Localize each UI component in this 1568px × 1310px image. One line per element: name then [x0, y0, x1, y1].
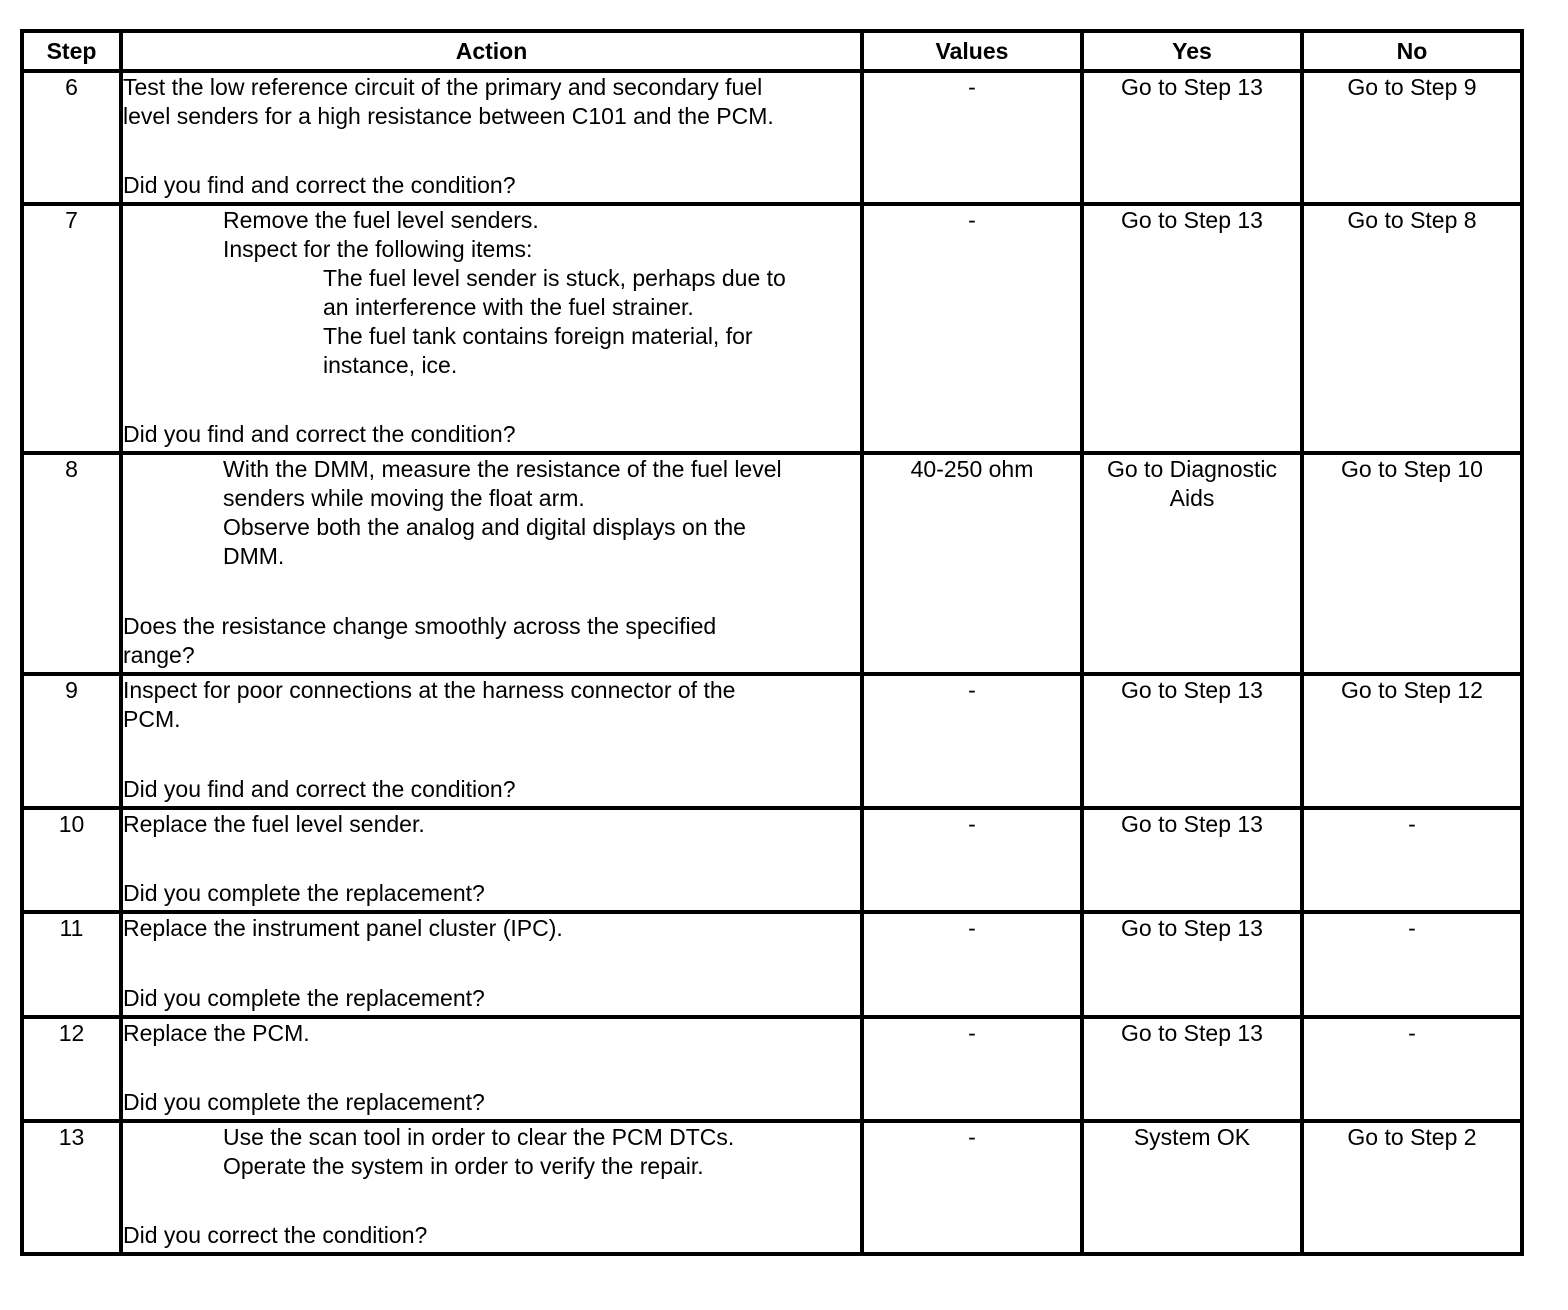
action-instructions [123, 914, 860, 943]
diagnostic-table-wrapper [20, 29, 1524, 1256]
question-line: Did you correct the condition? [123, 1222, 428, 1248]
step-number: 6 [22, 71, 121, 204]
action-line: The fuel tank contains foreign material, for [323, 323, 753, 349]
yes-result-text: Go to Diagnostic [1106, 456, 1278, 482]
yes-cell [1082, 453, 1302, 674]
action-cell [121, 808, 862, 912]
action-instructions [123, 206, 860, 380]
no-result-text: - [1408, 811, 1416, 837]
header-row [22, 31, 1522, 71]
yes-cell [1082, 1121, 1302, 1254]
yes-result-text: Go to Step 13 [1121, 207, 1263, 233]
yes-result-text: Go to Step 13 [1121, 677, 1263, 703]
action-line: an interference with the fuel strainer. [323, 294, 694, 320]
action-question [123, 171, 860, 200]
action-line: Inspect for the following items: [223, 236, 533, 262]
action-line: Operate the system in order to verify the repair. [223, 1153, 704, 1179]
action-line: Replace the instrument panel cluster (IPC). [123, 915, 563, 941]
question-line: Did you find and correct the condition? [123, 421, 516, 447]
header-action: Action [121, 31, 862, 71]
step-number: 12 [22, 1017, 121, 1121]
table-row [22, 453, 1522, 674]
table-body [22, 71, 1522, 1254]
action-question [123, 1088, 860, 1117]
values-cell: - [862, 1017, 1082, 1121]
question-line: range? [123, 642, 195, 668]
action-cell [121, 204, 862, 453]
yes-result-text: Go to Step 13 [1121, 915, 1263, 941]
values-cell: - [862, 1121, 1082, 1254]
action-instructions [123, 676, 860, 734]
yes-result-text: Go to Step 13 [1121, 811, 1263, 837]
step-number: 9 [22, 674, 121, 808]
no-cell [1302, 1121, 1522, 1254]
action-line: Remove the fuel level senders. [223, 207, 539, 233]
action-question [123, 612, 860, 670]
table-row [22, 808, 1522, 912]
no-result-text: - [1408, 1020, 1416, 1046]
action-line: Replace the PCM. [123, 1020, 310, 1046]
action-question [123, 1221, 860, 1250]
action-question [123, 984, 860, 1013]
values-cell: - [862, 71, 1082, 204]
table-row [22, 204, 1522, 453]
action-line: DMM. [223, 543, 285, 569]
values-cell: - [862, 808, 1082, 912]
yes-result-text: Go to Step 13 [1121, 74, 1263, 100]
table-row [22, 674, 1522, 808]
action-question [123, 879, 860, 908]
no-result-text: - [1408, 915, 1416, 941]
action-line: The fuel level sender is stuck, perhaps due to [323, 265, 786, 291]
yes-result-text: Aids [1169, 485, 1215, 511]
yes-cell [1082, 912, 1302, 1017]
question-line: Does the resistance change smoothly across the specified [123, 613, 717, 639]
yes-cell [1082, 808, 1302, 912]
no-result-text: Go to Step 9 [1347, 74, 1477, 100]
diagnostic-table [20, 29, 1524, 1256]
no-cell [1302, 453, 1522, 674]
yes-result-text: Go to Step 13 [1121, 1020, 1263, 1046]
yes-cell [1082, 204, 1302, 453]
action-cell [121, 1017, 862, 1121]
action-question [123, 420, 860, 449]
step-number: 8 [22, 453, 121, 674]
action-line: With the DMM, measure the resistance of the fuel level [223, 456, 782, 482]
question-line: Did you complete the replacement? [123, 985, 485, 1011]
action-cell [121, 674, 862, 808]
no-result-text: Go to Step 2 [1347, 1124, 1477, 1150]
action-line: Replace the fuel level sender. [123, 811, 425, 837]
no-cell [1302, 1017, 1522, 1121]
no-result-text: Go to Step 10 [1341, 456, 1483, 482]
action-line: senders while moving the float arm. [223, 485, 585, 511]
action-line: Use the scan tool in order to clear the PCM DTCs. [223, 1124, 735, 1150]
no-cell [1302, 912, 1522, 1017]
yes-cell [1082, 71, 1302, 204]
action-line: instance, ice. [323, 352, 458, 378]
action-question [123, 775, 860, 804]
action-line: PCM. [123, 706, 181, 732]
action-instructions [123, 455, 860, 571]
table-row [22, 912, 1522, 1017]
question-line: Did you complete the replacement? [123, 880, 485, 906]
header-no: No [1302, 31, 1522, 71]
action-instructions [123, 810, 860, 839]
yes-cell [1082, 1017, 1302, 1121]
step-number: 10 [22, 808, 121, 912]
values-cell: - [862, 204, 1082, 453]
action-instructions [123, 1019, 860, 1048]
step-number: 7 [22, 204, 121, 453]
step-number: 11 [22, 912, 121, 1017]
header-yes: Yes [1082, 31, 1302, 71]
no-cell [1302, 71, 1522, 204]
action-cell [121, 912, 862, 1017]
question-line: Did you find and correct the condition? [123, 172, 516, 198]
no-cell [1302, 674, 1522, 808]
header-step: Step [22, 31, 121, 71]
header-values: Values [862, 31, 1082, 71]
action-cell [121, 1121, 862, 1254]
action-cell [121, 453, 862, 674]
table-row [22, 71, 1522, 204]
question-line: Did you find and correct the condition? [123, 776, 516, 802]
action-cell [121, 71, 862, 204]
table-row [22, 1121, 1522, 1254]
action-line: Test the low reference circuit of the primary and secondary fuel [123, 74, 763, 100]
values-cell: - [862, 674, 1082, 808]
action-line: Inspect for poor connections at the harness connector of the [123, 677, 736, 703]
values-cell: - [862, 912, 1082, 1017]
action-instructions [123, 1123, 860, 1181]
no-cell [1302, 808, 1522, 912]
step-number: 13 [22, 1121, 121, 1254]
values-cell: 40-250 ohm [862, 453, 1082, 674]
yes-result-text: System OK [1133, 1124, 1251, 1150]
action-line: level senders for a high resistance between C101 and the PCM. [123, 103, 774, 129]
yes-cell [1082, 674, 1302, 808]
table-row [22, 1017, 1522, 1121]
action-instructions [123, 73, 860, 131]
no-cell [1302, 204, 1522, 453]
action-line: Observe both the analog and digital displays on the [223, 514, 746, 540]
no-result-text: Go to Step 8 [1347, 207, 1477, 233]
question-line: Did you complete the replacement? [123, 1089, 485, 1115]
no-result-text: Go to Step 12 [1341, 677, 1483, 703]
